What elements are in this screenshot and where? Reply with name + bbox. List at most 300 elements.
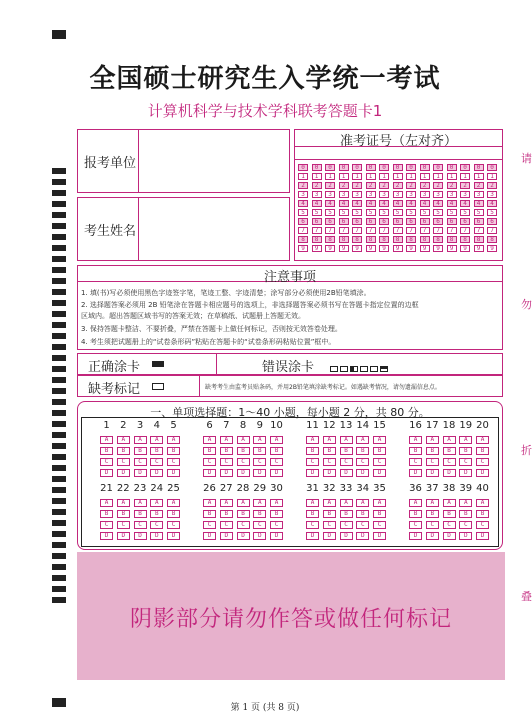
exam-id-digit-bubble[interactable]: 3 [433,191,443,198]
exam-id-digit-bubble[interactable]: 1 [393,173,403,180]
option-bubble[interactable]: D [237,532,250,540]
exam-id-digit-bubble[interactable]: 2 [447,182,457,189]
exam-id-digit-bubble[interactable]: 7 [433,227,443,234]
option-bubble[interactable]: C [373,458,386,466]
option-bubble[interactable]: C [253,458,266,466]
option-bubble[interactable]: C [270,521,283,529]
option-bubble[interactable]: D [443,532,456,540]
exam-id-digit-bubble[interactable]: 1 [460,173,470,180]
exam-id-digit-bubble[interactable]: 6 [406,218,416,225]
option-bubble[interactable]: B [443,510,456,518]
exam-id-digit-bubble[interactable]: 2 [366,182,376,189]
exam-id-digit-bubble[interactable]: 9 [339,245,349,252]
option-bubble[interactable]: B [100,510,113,518]
exam-id-digit-bubble[interactable]: 5 [433,209,443,216]
option-bubble[interactable]: C [220,458,233,466]
exam-id-digit-bubble[interactable]: 8 [433,236,443,243]
exam-id-digit-bubble[interactable]: 7 [393,227,403,234]
exam-id-digit-bubble[interactable]: 0 [325,164,335,171]
exam-id-digit-bubble[interactable]: 2 [487,182,497,189]
exam-id-digit-bubble[interactable]: 0 [339,164,349,171]
option-bubble[interactable]: D [270,469,283,477]
exam-id-digit-bubble[interactable]: 4 [420,200,430,207]
option-bubble[interactable]: A [340,436,353,444]
option-bubble[interactable]: B [134,510,147,518]
exam-id-digit-bubble[interactable]: 5 [474,209,484,216]
exam-id-digit-bubble[interactable]: 9 [447,245,457,252]
option-bubble[interactable]: A [459,499,472,507]
option-bubble[interactable]: B [373,510,386,518]
exam-id-digit-bubble[interactable]: 1 [312,173,322,180]
exam-id-digit-bubble[interactable]: 9 [325,245,335,252]
exam-id-digit-bubble[interactable]: 1 [487,173,497,180]
exam-id-digit-bubble[interactable]: 5 [487,209,497,216]
option-bubble[interactable]: C [356,521,369,529]
option-bubble[interactable]: D [150,469,163,477]
exam-id-digit-bubble[interactable]: 9 [366,245,376,252]
exam-id-digit-bubble[interactable]: 8 [487,236,497,243]
exam-id-digit-bubble[interactable]: 1 [406,173,416,180]
exam-id-digit-bubble[interactable]: 9 [393,245,403,252]
exam-id-digit-bubble[interactable]: 0 [312,164,322,171]
exam-id-digit-bubble[interactable]: 2 [460,182,470,189]
option-bubble[interactable]: B [220,447,233,455]
option-bubble[interactable]: C [443,521,456,529]
exam-id-digit-bubble[interactable]: 0 [393,164,403,171]
option-bubble[interactable]: B [306,510,319,518]
option-bubble[interactable]: D [409,532,422,540]
option-bubble[interactable]: A [167,499,180,507]
option-bubble[interactable]: A [117,436,130,444]
option-bubble[interactable]: A [373,499,386,507]
exam-id-digit-bubble[interactable]: 9 [298,245,308,252]
option-bubble[interactable]: B [237,447,250,455]
option-bubble[interactable]: C [356,458,369,466]
exam-id-digit-bubble[interactable]: 6 [379,218,389,225]
exam-id-digit-bubble[interactable]: 2 [379,182,389,189]
exam-id-digit-bubble[interactable]: 2 [406,182,416,189]
option-bubble[interactable]: A [323,436,336,444]
option-bubble[interactable]: D [373,469,386,477]
exam-id-digit-bubble[interactable]: 6 [298,218,308,225]
exam-id-digit-bubble[interactable]: 0 [420,164,430,171]
exam-id-digit-bubble[interactable]: 5 [366,209,376,216]
exam-id-digit-bubble[interactable]: 5 [406,209,416,216]
option-bubble[interactable]: B [323,447,336,455]
exam-id-digit-bubble[interactable]: 2 [298,182,308,189]
option-bubble[interactable]: D [459,532,472,540]
exam-id-digit-bubble[interactable]: 7 [447,227,457,234]
exam-id-digit-bubble[interactable]: 3 [366,191,376,198]
exam-id-digit-bubble[interactable]: 4 [447,200,457,207]
exam-id-digit-bubble[interactable]: 7 [474,227,484,234]
option-bubble[interactable]: C [167,521,180,529]
option-bubble[interactable]: C [476,458,489,466]
option-bubble[interactable]: B [373,447,386,455]
exam-id-digit-bubble[interactable]: 6 [447,218,457,225]
option-bubble[interactable]: A [356,436,369,444]
exam-id-digit-bubble[interactable]: 6 [393,218,403,225]
exam-id-digit-bubble[interactable]: 8 [298,236,308,243]
option-bubble[interactable]: A [443,436,456,444]
option-bubble[interactable]: C [237,458,250,466]
option-bubble[interactable]: B [203,447,216,455]
exam-id-digit-bubble[interactable]: 0 [366,164,376,171]
option-bubble[interactable]: D [306,532,319,540]
exam-id-digit-bubble[interactable]: 8 [393,236,403,243]
exam-id-digit-bubble[interactable]: 2 [474,182,484,189]
option-bubble[interactable]: D [134,469,147,477]
exam-id-digit-bubble[interactable]: 8 [406,236,416,243]
option-bubble[interactable]: B [220,510,233,518]
option-bubble[interactable]: B [323,510,336,518]
option-bubble[interactable]: C [340,458,353,466]
option-bubble[interactable]: C [459,458,472,466]
option-bubble[interactable]: D [459,469,472,477]
option-bubble[interactable]: A [306,499,319,507]
option-bubble[interactable]: A [270,499,283,507]
option-bubble[interactable]: C [134,521,147,529]
option-bubble[interactable]: A [134,436,147,444]
exam-id-digit-bubble[interactable]: 2 [393,182,403,189]
exam-id-digit-bubble[interactable]: 0 [460,164,470,171]
option-bubble[interactable]: D [340,532,353,540]
exam-id-digit-bubble[interactable]: 0 [447,164,457,171]
name-input[interactable] [139,197,290,261]
exam-id-digit-bubble[interactable]: 5 [312,209,322,216]
option-bubble[interactable]: D [323,469,336,477]
exam-id-digit-bubble[interactable]: 5 [325,209,335,216]
exam-id-digit-bubble[interactable]: 0 [379,164,389,171]
option-bubble[interactable]: A [323,499,336,507]
exam-id-digit-bubble[interactable]: 5 [460,209,470,216]
exam-id-digit-bubble[interactable]: 1 [352,173,362,180]
exam-id-digit-bubble[interactable]: 8 [379,236,389,243]
option-bubble[interactable]: C [117,458,130,466]
exam-id-digit-bubble[interactable]: 8 [420,236,430,243]
exam-id-digit-bubble[interactable]: 9 [420,245,430,252]
exam-id-digit-bubble[interactable]: 3 [325,191,335,198]
option-bubble[interactable]: A [340,499,353,507]
option-bubble[interactable]: A [459,436,472,444]
exam-id-digit-bubble[interactable]: 4 [393,200,403,207]
exam-id-digit-bubble[interactable]: 0 [352,164,362,171]
exam-id-digit-bubble[interactable]: 4 [339,200,349,207]
exam-id-digit-bubble[interactable]: 4 [298,200,308,207]
exam-id-digit-bubble[interactable]: 8 [312,236,322,243]
option-bubble[interactable]: B [459,510,472,518]
exam-id-digit-bubble[interactable]: 6 [312,218,322,225]
absent-checkbox[interactable] [152,383,164,390]
exam-id-digit-bubble[interactable]: 4 [487,200,497,207]
exam-id-digit-bubble[interactable]: 1 [298,173,308,180]
option-bubble[interactable]: B [476,510,489,518]
exam-id-digit-bubble[interactable]: 1 [339,173,349,180]
option-bubble[interactable]: B [100,447,113,455]
option-bubble[interactable]: D [203,532,216,540]
exam-id-digit-bubble[interactable]: 9 [406,245,416,252]
exam-id-digit-bubble[interactable]: 8 [325,236,335,243]
option-bubble[interactable]: B [253,447,266,455]
exam-id-digit-bubble[interactable]: 3 [420,191,430,198]
exam-id-digit-bubble[interactable]: 6 [352,218,362,225]
exam-id-digit-bubble[interactable]: 6 [366,218,376,225]
option-bubble[interactable]: C [270,458,283,466]
exam-id-digit-bubble[interactable]: 3 [312,191,322,198]
exam-id-digit-bubble[interactable]: 7 [487,227,497,234]
option-bubble[interactable]: A [237,436,250,444]
option-bubble[interactable]: A [117,499,130,507]
option-bubble[interactable]: D [220,469,233,477]
option-bubble[interactable]: D [476,469,489,477]
option-bubble[interactable]: B [237,510,250,518]
option-bubble[interactable]: A [150,499,163,507]
exam-id-digit-bubble[interactable]: 1 [447,173,457,180]
option-bubble[interactable]: A [237,499,250,507]
exam-id-digit-bubble[interactable]: 5 [298,209,308,216]
option-bubble[interactable]: B [270,510,283,518]
option-bubble[interactable]: C [100,521,113,529]
exam-id-digit-bubble[interactable]: 7 [325,227,335,234]
option-bubble[interactable]: A [476,436,489,444]
option-bubble[interactable]: C [409,521,422,529]
option-bubble[interactable]: D [220,532,233,540]
option-bubble[interactable]: B [340,447,353,455]
option-bubble[interactable]: B [356,447,369,455]
option-bubble[interactable]: A [443,499,456,507]
option-bubble[interactable]: A [426,436,439,444]
exam-id-digit-bubble[interactable]: 9 [312,245,322,252]
exam-id-digit-bubble[interactable]: 5 [352,209,362,216]
option-bubble[interactable]: C [476,521,489,529]
option-bubble[interactable]: D [100,532,113,540]
option-bubble[interactable]: C [220,521,233,529]
option-bubble[interactable]: D [134,532,147,540]
exam-id-digit-bubble[interactable]: 4 [366,200,376,207]
option-bubble[interactable]: B [443,447,456,455]
option-bubble[interactable]: B [150,447,163,455]
option-bubble[interactable]: D [426,469,439,477]
exam-id-digit-bubble[interactable]: 7 [312,227,322,234]
exam-id-digit-bubble[interactable]: 2 [339,182,349,189]
option-bubble[interactable]: D [340,469,353,477]
option-bubble[interactable]: C [340,521,353,529]
exam-id-digit-bubble[interactable]: 9 [379,245,389,252]
option-bubble[interactable]: C [203,521,216,529]
option-bubble[interactable]: C [459,521,472,529]
exam-id-digit-bubble[interactable]: 2 [420,182,430,189]
exam-id-digit-bubble[interactable]: 7 [339,227,349,234]
option-bubble[interactable]: B [409,447,422,455]
exam-id-digit-bubble[interactable]: 3 [339,191,349,198]
exam-id-digit-bubble[interactable]: 7 [366,227,376,234]
exam-id-digit-bubble[interactable]: 7 [460,227,470,234]
option-bubble[interactable]: B [117,447,130,455]
exam-id-digit-bubble[interactable]: 3 [298,191,308,198]
option-bubble[interactable]: C [409,458,422,466]
exam-id-digit-bubble[interactable]: 3 [460,191,470,198]
exam-id-digit-bubble[interactable]: 6 [474,218,484,225]
option-bubble[interactable]: D [167,532,180,540]
option-bubble[interactable]: D [150,532,163,540]
option-bubble[interactable]: B [409,510,422,518]
option-bubble[interactable]: C [443,458,456,466]
exam-id-digit-bubble[interactable]: 2 [433,182,443,189]
option-bubble[interactable]: A [150,436,163,444]
option-bubble[interactable]: A [100,499,113,507]
option-bubble[interactable]: B [306,447,319,455]
exam-id-digit-bubble[interactable]: 7 [352,227,362,234]
option-bubble[interactable]: D [373,532,386,540]
exam-id-digit-bubble[interactable]: 4 [352,200,362,207]
option-bubble[interactable]: B [253,510,266,518]
option-bubble[interactable]: D [476,532,489,540]
option-bubble[interactable]: A [426,499,439,507]
exam-id-digit-bubble[interactable]: 4 [379,200,389,207]
exam-id-digit-bubble[interactable]: 4 [406,200,416,207]
exam-id-digit-bubble[interactable]: 4 [312,200,322,207]
option-bubble[interactable]: B [167,510,180,518]
option-bubble[interactable]: C [323,458,336,466]
option-bubble[interactable]: A [203,499,216,507]
option-bubble[interactable]: D [253,469,266,477]
exam-id-digit-bubble[interactable]: 3 [406,191,416,198]
option-bubble[interactable]: C [150,458,163,466]
exam-id-digit-bubble[interactable]: 3 [379,191,389,198]
exam-id-digit-bubble[interactable]: 8 [474,236,484,243]
option-bubble[interactable]: C [323,521,336,529]
exam-id-digit-bubble[interactable]: 0 [406,164,416,171]
option-bubble[interactable]: D [356,532,369,540]
exam-id-digit-bubble[interactable]: 5 [393,209,403,216]
exam-id-digit-bubble[interactable]: 8 [339,236,349,243]
option-bubble[interactable]: A [167,436,180,444]
exam-id-digit-bubble[interactable]: 8 [352,236,362,243]
exam-id-digit-bubble[interactable]: 9 [352,245,362,252]
option-bubble[interactable]: C [426,521,439,529]
option-bubble[interactable]: C [306,521,319,529]
option-bubble[interactable]: A [476,499,489,507]
option-bubble[interactable]: C [100,458,113,466]
option-bubble[interactable]: B [476,447,489,455]
option-bubble[interactable]: D [253,532,266,540]
option-bubble[interactable]: A [409,499,422,507]
exam-id-digit-bubble[interactable]: 0 [298,164,308,171]
exam-id-digit-bubble[interactable]: 6 [339,218,349,225]
option-bubble[interactable]: B [150,510,163,518]
exam-id-digit-bubble[interactable]: 8 [460,236,470,243]
option-bubble[interactable]: A [373,436,386,444]
option-bubble[interactable]: C [237,521,250,529]
option-bubble[interactable]: B [270,447,283,455]
exam-id-digit-bubble[interactable]: 6 [325,218,335,225]
option-bubble[interactable]: D [203,469,216,477]
option-bubble[interactable]: D [237,469,250,477]
exam-id-digit-bubble[interactable]: 6 [460,218,470,225]
option-bubble[interactable]: A [220,499,233,507]
exam-id-digit-bubble[interactable]: 0 [433,164,443,171]
exam-id-digit-bubble[interactable]: 1 [366,173,376,180]
exam-id-digit-bubble[interactable]: 1 [379,173,389,180]
exam-id-digit-bubble[interactable]: 4 [474,200,484,207]
option-bubble[interactable]: B [340,510,353,518]
exam-id-digit-bubble[interactable]: 4 [460,200,470,207]
option-bubble[interactable]: B [117,510,130,518]
option-bubble[interactable]: C [117,521,130,529]
option-bubble[interactable]: D [167,469,180,477]
option-bubble[interactable]: A [306,436,319,444]
exam-id-digit-bubble[interactable]: 6 [433,218,443,225]
option-bubble[interactable]: C [373,521,386,529]
exam-id-digit-bubble[interactable]: 6 [487,218,497,225]
exam-id-digit-bubble[interactable]: 8 [366,236,376,243]
option-bubble[interactable]: C [426,458,439,466]
option-bubble[interactable]: C [253,521,266,529]
exam-id-digit-bubble[interactable]: 5 [339,209,349,216]
exam-id-digit-bubble[interactable]: 9 [474,245,484,252]
exam-id-digit-bubble[interactable]: 2 [352,182,362,189]
exam-id-digit-bubble[interactable]: 3 [447,191,457,198]
exam-id-digit-bubble[interactable]: 6 [420,218,430,225]
exam-id-digit-bubble[interactable]: 0 [474,164,484,171]
exam-id-digit-bubble[interactable]: 9 [460,245,470,252]
exam-id-digit-bubble[interactable]: 0 [487,164,497,171]
exam-id-digit-bubble[interactable]: 3 [487,191,497,198]
exam-id-digit-bubble[interactable]: 9 [433,245,443,252]
option-bubble[interactable]: A [134,499,147,507]
option-bubble[interactable]: A [356,499,369,507]
option-bubble[interactable]: B [203,510,216,518]
exam-id-digit-bubble[interactable]: 3 [474,191,484,198]
option-bubble[interactable]: C [203,458,216,466]
option-bubble[interactable]: A [270,436,283,444]
option-bubble[interactable]: B [426,510,439,518]
exam-id-digit-bubble[interactable]: 7 [406,227,416,234]
exam-id-digit-bubble[interactable]: 5 [420,209,430,216]
option-bubble[interactable]: B [459,447,472,455]
option-bubble[interactable]: A [203,436,216,444]
exam-id-digit-bubble[interactable]: 5 [447,209,457,216]
option-bubble[interactable]: A [220,436,233,444]
option-bubble[interactable]: C [150,521,163,529]
option-bubble[interactable]: D [323,532,336,540]
exam-id-digit-bubble[interactable]: 3 [352,191,362,198]
exam-id-digit-bubble[interactable]: 1 [420,173,430,180]
exam-id-digit-bubble[interactable]: 4 [433,200,443,207]
option-bubble[interactable]: D [356,469,369,477]
option-bubble[interactable]: D [409,469,422,477]
option-bubble[interactable]: A [409,436,422,444]
option-bubble[interactable]: D [270,532,283,540]
option-bubble[interactable]: B [356,510,369,518]
exam-id-digit-bubble[interactable]: 7 [298,227,308,234]
option-bubble[interactable]: D [443,469,456,477]
option-bubble[interactable]: D [100,469,113,477]
exam-id-digit-bubble[interactable]: 1 [325,173,335,180]
option-bubble[interactable]: B [134,447,147,455]
option-bubble[interactable]: C [306,458,319,466]
exam-id-digit-bubble[interactable]: 7 [420,227,430,234]
option-bubble[interactable]: C [134,458,147,466]
exam-id-digit-bubble[interactable]: 1 [433,173,443,180]
option-bubble[interactable]: D [306,469,319,477]
exam-id-digit-bubble[interactable]: 1 [474,173,484,180]
unit-input[interactable] [139,129,290,193]
exam-id-digit-bubble[interactable]: 2 [312,182,322,189]
option-bubble[interactable]: D [117,532,130,540]
option-bubble[interactable]: B [426,447,439,455]
option-bubble[interactable]: D [117,469,130,477]
